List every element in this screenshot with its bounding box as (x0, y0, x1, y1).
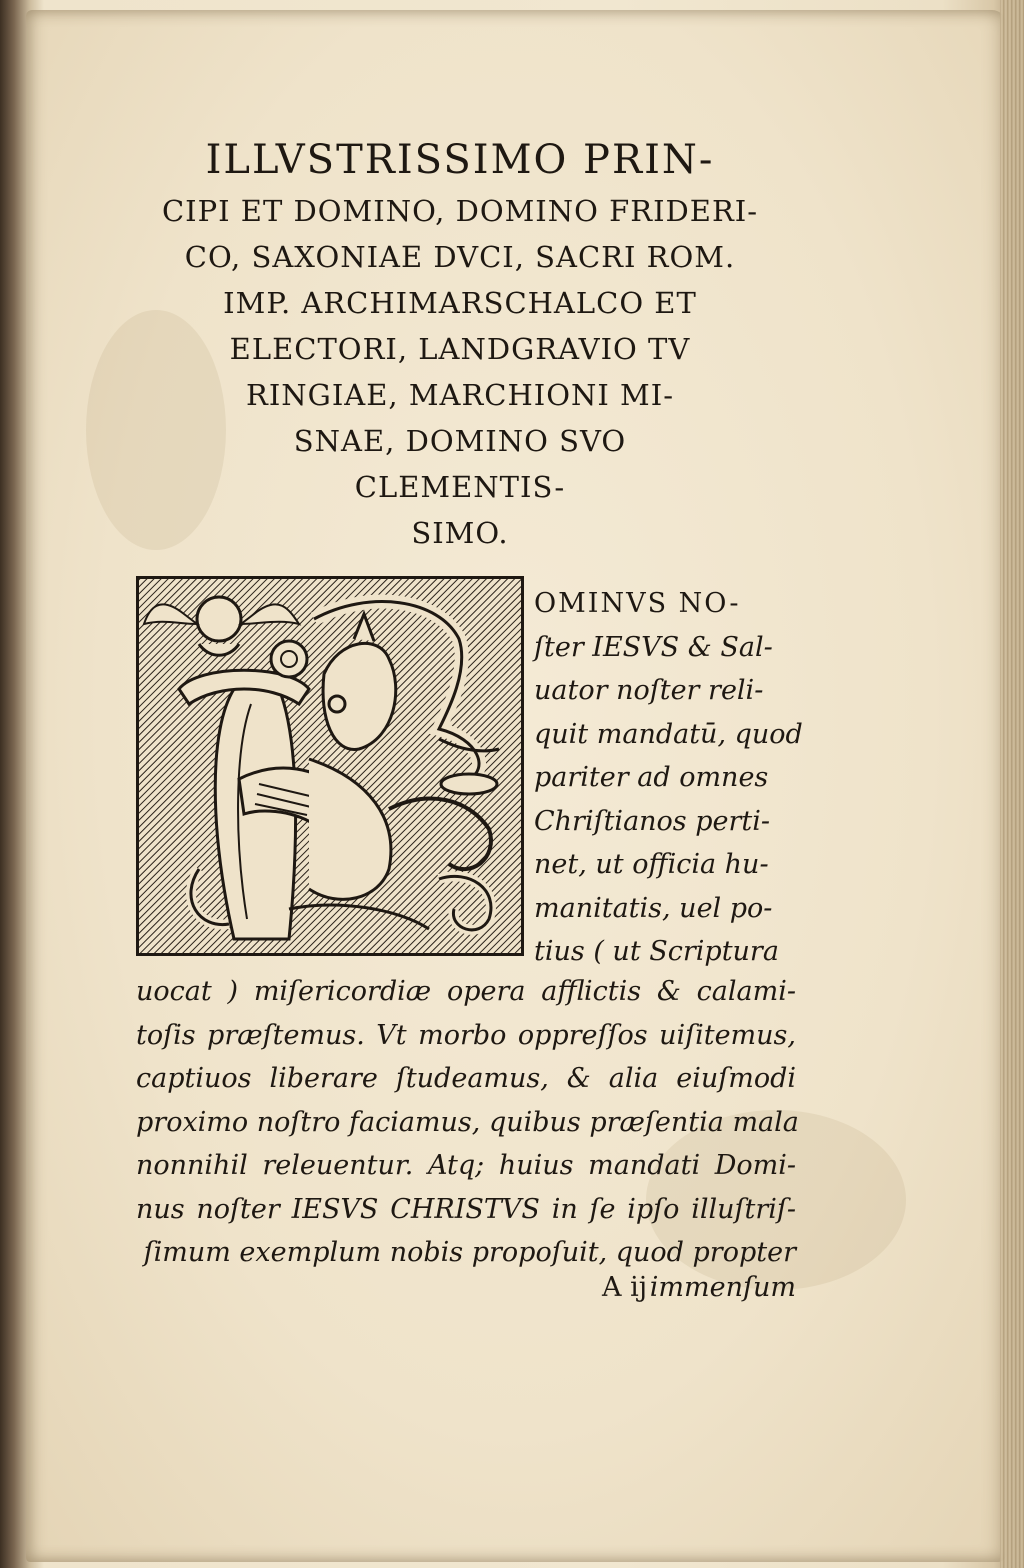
dedication-heading (120, 132, 800, 556)
text-line: Chriſtianos perti- (534, 805, 771, 837)
text-line: ſimum exemplum nobis propoſuit, quod propter (143, 1237, 796, 1268)
text-beside-initial (534, 582, 803, 974)
text-line: pariter ad omnes (534, 762, 769, 793)
text-line: nus noſter IESVS CHRISTVS in ſe ipſo illuſtriſ- (136, 1193, 796, 1225)
woodcut-initial-d (136, 576, 524, 956)
heading-line: SIMO. (411, 516, 509, 550)
text-line: toſis præſtemus. Vt morbo oppreſſos uiſitemus, (136, 1019, 796, 1051)
heading-line: SNAE, DOMINO SVO (293, 424, 627, 458)
heading-line: RINGIAE, MARCHIONI MI- (245, 378, 674, 412)
heading-line: ILLVSTRISSIMO PRIN- (205, 137, 715, 183)
catchword: immenſum (649, 1272, 796, 1303)
heading-line: ELECTORI, LANDGRAVIO TV (229, 332, 691, 366)
heading-line: CO, SAXONIAE DVCI, SACRI ROM. (184, 240, 736, 274)
text-line: nonnihil releuentur. Atq; huius mandati Domi- (136, 1150, 796, 1181)
woodcut-illustration (139, 579, 521, 953)
text-line: quit mandatū, quod (534, 718, 803, 750)
text-line: net, ut officia hu- (534, 849, 769, 880)
text-line: manitatis, uel po- (534, 892, 773, 924)
text-line: proximo noſtro faciamus, quibus præſentia mala (136, 1106, 799, 1138)
text-line: uocat ) miſericordiæ opera afflictis & calami- (136, 976, 796, 1007)
heading-line: CLEMENTIS- (354, 470, 566, 504)
page-edges (1000, 0, 1024, 1568)
text-line: OMINVS NO- (534, 588, 741, 619)
heading-line: IMP. ARCHIMARSCHALCO ET (223, 286, 697, 320)
text-full-width (136, 970, 799, 1275)
text-line: ſter IESVS & Sal- (534, 631, 773, 663)
text-line: uator noſter reli- (534, 675, 764, 706)
heading-line: CIPI ET DOMINO, DOMINO FRIDERI- (161, 194, 759, 228)
signature-mark: A ij (602, 1272, 648, 1303)
text-line: captiuos liberare ſtudeamus, & alia eiuſmodi (136, 1063, 796, 1094)
text-line: tius ( ut Scriptura (534, 936, 779, 967)
